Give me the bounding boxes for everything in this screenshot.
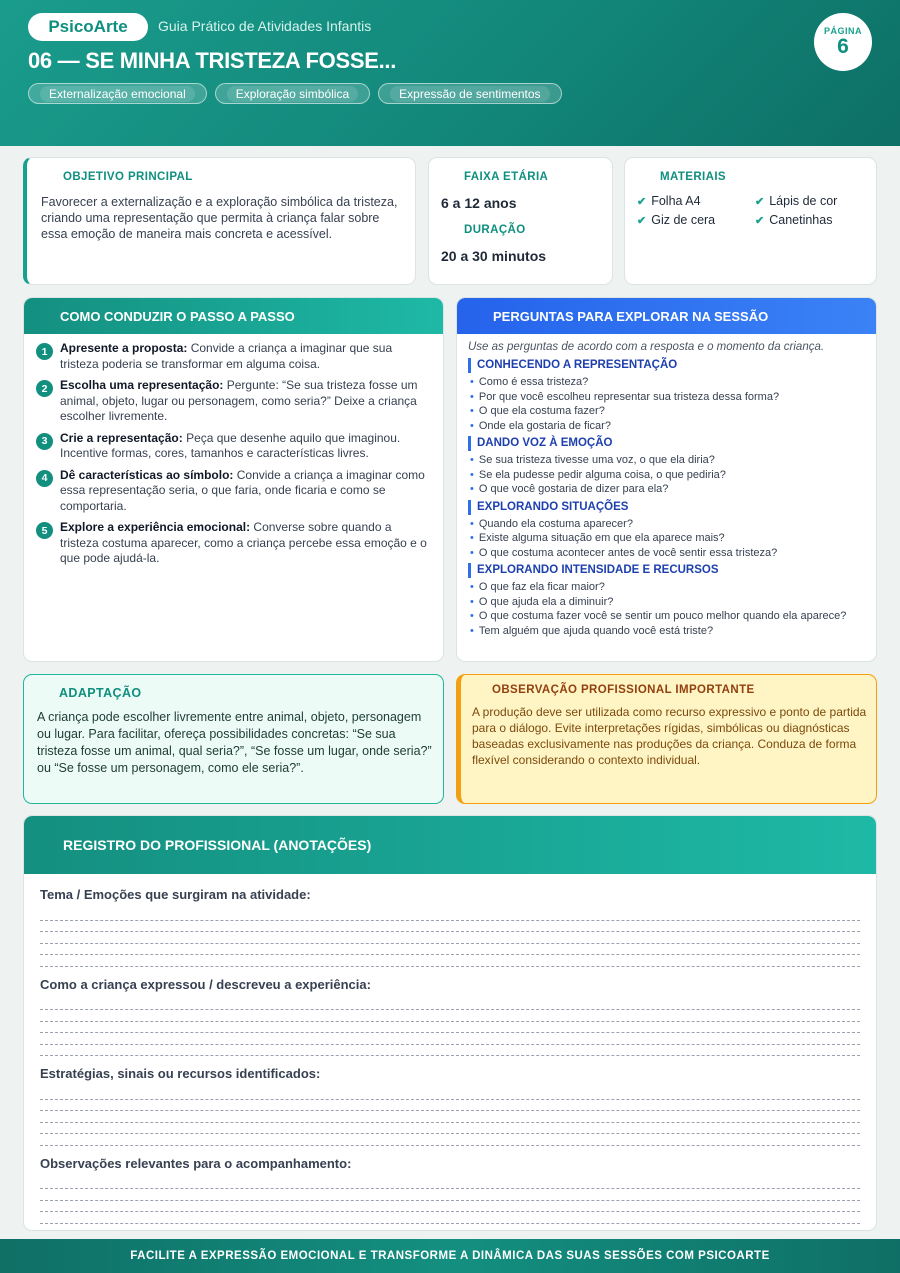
question-item: • O que costuma acontecer antes de você sentir essa tristeza? — [468, 546, 868, 561]
question-item: • Tem alguém que ajuda quando você está triste? — [468, 624, 868, 639]
notes-line[interactable] — [40, 1100, 860, 1112]
step-number: 1 — [36, 343, 53, 360]
notes-line[interactable] — [40, 1111, 860, 1123]
register-section — [40, 977, 860, 1057]
question-item: • O que ela costuma fazer? — [468, 404, 868, 419]
materials-card — [624, 157, 877, 285]
material-item: ✔ Canetinhas — [755, 213, 833, 227]
observation-text: A produção deve ser utilizada como recurso expressivo e ponto de partida para o diálogo. Evite interpretações rígidas, simbólicas ou diagnósticas baseadas exclusivamente nas produções da criança. Conduza de forma flexível considerando o contexto individual. — [472, 705, 867, 767]
page-header — [0, 0, 900, 146]
register-section-label: Tema / Emoções que surgiram na atividade: — [40, 887, 311, 902]
materials-label: MATERIAIS — [660, 171, 726, 183]
question-group — [457, 436, 876, 497]
step-number: 4 — [36, 470, 53, 487]
question-group — [457, 563, 876, 638]
tag: Expressão de sentimentos — [378, 83, 561, 104]
age-value: 6 a 12 anos — [441, 195, 517, 211]
question-group-title: EXPLORANDO SITUAÇÕES — [468, 500, 868, 515]
questions-title: PERGUNTAS PARA EXPLORAR NA SESSÃO — [457, 298, 876, 334]
notes-line[interactable] — [40, 1123, 860, 1135]
check-icon: ✔ — [755, 195, 765, 208]
age-duration-card — [428, 157, 613, 285]
notes-line[interactable] — [40, 1134, 860, 1146]
duration-value: 20 a 30 minutos — [441, 248, 547, 264]
step-item: 3 Crie a representação: Peça que desenhe aquilo que imaginou. Incentive formas, cores, tamanhos e características livres. — [36, 431, 433, 462]
guide-subtitle: Guia Prático de Atividades Infantis — [158, 18, 372, 34]
objective-label: OBJETIVO PRINCIPAL — [63, 171, 193, 183]
notes-line[interactable] — [40, 932, 860, 944]
check-icon: ✔ — [637, 195, 647, 208]
step-number: 5 — [36, 522, 53, 539]
register-section-label: Observações relevantes para o acompanhamento: — [40, 1155, 352, 1171]
notes-line[interactable] — [40, 1212, 860, 1224]
check-icon: ✔ — [755, 214, 765, 227]
step-item: 5 Explore a experiência emocional: Converse sobre quando a tristeza costuma aparecer, como a criança percebe essa emoção e o que pode ajudá-la. — [36, 520, 433, 567]
duration-label: DURAÇÃO — [464, 224, 526, 236]
question-item: • O que ajuda ela a diminuir? — [468, 595, 868, 610]
question-group-title: CONHECENDO A REPRESENTAÇÃO — [468, 358, 868, 373]
steps-title: COMO CONDUZIR O PASSO A PASSO — [24, 298, 443, 334]
tag-list — [28, 83, 562, 104]
steps-card — [23, 297, 444, 662]
register-section-label: Estratégias, sinais ou recursos identificados: — [40, 1066, 321, 1081]
question-group — [457, 358, 876, 433]
objective-card — [23, 157, 416, 285]
notes-line[interactable] — [40, 1178, 860, 1190]
question-item: • Se ela pudesse pedir alguma coisa, o que pediria? — [468, 468, 868, 483]
materials-list — [637, 193, 872, 228]
tag: Exploração simbólica — [215, 83, 370, 104]
step-item: 4 Dê características ao símbolo: Convide a criança a imaginar como essa representação seria, o que faria, onde ficaria e como se comportaria. — [36, 468, 433, 515]
notes-line[interactable] — [40, 944, 860, 956]
question-item: • Por que você escolheu representar sua tristeza dessa forma? — [468, 390, 868, 405]
question-item: • O que costuma fazer você se sentir um pouco melhor quando ela aparece? — [468, 609, 868, 624]
step-item: 1 Apresente a proposta: Convide a criança a imaginar que sua tristeza poderia se transformar em alguma coisa. — [36, 341, 433, 372]
steps-list — [24, 334, 443, 567]
notes-line[interactable] — [40, 955, 860, 967]
adaptation-card — [23, 674, 444, 804]
page-badge — [814, 13, 872, 71]
page-title: 06 — SE MINHA TRISTEZA FOSSE... — [28, 48, 397, 73]
notes-line[interactable] — [40, 1088, 860, 1100]
adaptation-label: ADAPTAÇÃO — [59, 686, 142, 700]
question-item: • Como é essa tristeza? — [468, 375, 868, 390]
material-item: ✔ Lápis de cor — [755, 194, 838, 208]
page-footer: FACILITE A EXPRESSÃO EMOCIONAL E TRANSFORME A DINÂMICA DAS SUAS SESSÕES COM PSICOARTE — [0, 1239, 900, 1273]
age-label: FAIXA ETÁRIA — [464, 171, 549, 183]
register-section — [40, 887, 860, 967]
tag: Externalização emocional — [28, 83, 207, 104]
notes-line[interactable] — [40, 1033, 860, 1045]
material-item: ✔ Giz de cera — [637, 213, 716, 227]
question-item: • O que faz ela ficar maior? — [468, 580, 868, 595]
material-item: ✔ Folha A4 — [637, 194, 701, 208]
question-group-title: DANDO VOZ À EMOÇÃO — [468, 436, 868, 451]
notes-line[interactable] — [40, 909, 860, 921]
page-label: PÁGINA — [823, 26, 862, 36]
register-section-label: Como a criança expressou / descreveu a experiência: — [40, 976, 371, 992]
register-section — [40, 1066, 860, 1146]
notes-line[interactable] — [40, 1224, 860, 1232]
question-item: • Existe alguma situação em que ela aparece mais? — [468, 531, 868, 546]
notes-line[interactable] — [40, 1045, 860, 1057]
notes-line[interactable] — [40, 1010, 860, 1022]
objective-text: Favorecer a externalização e a exploração simbólica da tristeza, criando uma representação que permita à criança falar sobre essa emoção de maneira mais concreta e acessível. — [41, 195, 398, 241]
notes-line[interactable] — [40, 1022, 860, 1034]
observation-label: OBSERVAÇÃO PROFISSIONAL IMPORTANTE — [492, 684, 755, 696]
question-group-title: EXPLORANDO INTENSIDADE E RECURSOS — [468, 563, 868, 578]
question-item: • O que você gostaria de dizer para ela? — [468, 482, 868, 497]
question-item: • Onde ela gostaria de ficar? — [468, 419, 868, 434]
question-group — [457, 500, 876, 561]
register-title: REGISTRO DO PROFISSIONAL (ANOTAÇÕES) — [24, 816, 876, 874]
brand-logo: PsicoArte — [28, 13, 148, 41]
notes-line[interactable] — [40, 921, 860, 933]
adaptation-text: A criança pode escolher livremente entre animal, objeto, personagem ou lugar. Para facilitar, ofereça possibilidades concretas: “Se sua tristeza fosse um animal, qual seria?”, “Se fosse um lugar, onde seria?” ou “Se fosse um personagem, como ele seria?”. — [37, 710, 432, 775]
register-section — [40, 1156, 860, 1232]
step-number: 3 — [36, 433, 53, 450]
question-item: • Quando ela costuma aparecer? — [468, 517, 868, 532]
step-number: 2 — [36, 380, 53, 397]
notes-line[interactable] — [40, 1201, 860, 1213]
questions-card — [456, 297, 877, 662]
page-number: 6 — [837, 35, 849, 58]
questions-note: Use as perguntas de acordo com a resposta e o momento da criança. — [468, 341, 825, 353]
step-item: 2 Escolha uma representação: Pergunte: “Se sua tristeza fosse um animal, objeto, lugar ou personagem, como seria?” Deixe a criança escolher livremente. — [36, 378, 433, 425]
check-icon: ✔ — [637, 214, 647, 227]
notes-line[interactable] — [40, 1189, 860, 1201]
question-item: • Se sua tristeza tivesse uma voz, o que ela diria? — [468, 453, 868, 468]
register-card — [23, 815, 877, 1231]
notes-line[interactable] — [40, 999, 860, 1011]
observation-card — [456, 674, 877, 804]
